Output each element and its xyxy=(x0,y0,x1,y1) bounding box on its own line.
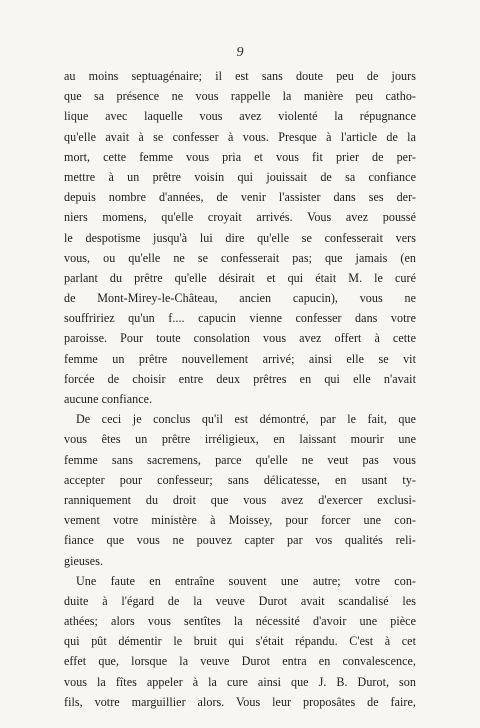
text-line: femme un prêtre nouvellement arrivé; ainsi elle se vit xyxy=(64,351,416,366)
text-line: parlant du prêtre qu'elle désirait et qui était M. le curé xyxy=(64,270,416,285)
text-line: De ceci je conclus qu'il est démontré, par le fait, que xyxy=(76,412,416,427)
page-number: 9 xyxy=(236,45,244,60)
text-line: femme sans sacremens, parce qu'elle ne veut pas vous xyxy=(64,452,416,467)
text-line: souffririez qu'un f.... capucin vienne confesser dans votre xyxy=(64,311,416,326)
text-line: ranniquement du droit que vous avez d'exercer exclusi- xyxy=(64,492,416,507)
text-line: Une faute en entraîne souvent une autre; votre con- xyxy=(76,573,416,588)
text-line: athées; alors vous sentîtes la nécessité d'avoir une pièce xyxy=(64,614,416,629)
text-line: effet que, lorsque la veuve Durot entra en convalescence, xyxy=(64,654,416,669)
text-line: duite à l'égard de la veuve Durot avait scandalisé les xyxy=(64,593,416,608)
text-line: forcée de choisir entre deux prêtres en qui elle n'avait xyxy=(64,371,416,386)
text-line: qu'elle avait à se confesser à vous. Presque à l'article de la xyxy=(64,129,416,144)
text-line: aucune confiance. xyxy=(64,392,153,406)
text-line: vement votre ministère à Moissey, pour forcer une con- xyxy=(64,513,416,528)
text-line: que sa présence ne vous rappelle la manière peu catho- xyxy=(64,89,416,104)
text-line: accepter pour confesseur; sans délicatesse, en usant ty- xyxy=(64,472,416,487)
text-line: vous la fîtes appeler à la cure ainsi que J. B. Durot, son xyxy=(64,674,416,689)
text-line: de Mont-Mirey-le-Château, ancien capucin), vous ne xyxy=(64,291,416,306)
text-line: vous êtes un prêtre irréligieux, en laissant mourir une xyxy=(64,432,416,447)
text-line: qui pût démentir le bruit qui s'était répandu. C'est à cet xyxy=(64,634,416,649)
text-line: depuis nombre d'années, de venir l'assister dans ses der- xyxy=(64,190,416,205)
text-line: gieuses. xyxy=(64,553,104,568)
text-line: vous, ou qu'elle ne se confesserait pas; que jamais (en xyxy=(64,250,416,265)
text-line: lique avec laquelle vous avez violenté la répugnance xyxy=(64,109,416,124)
text-line: mort, cette femme vous pria et vous fit prier de per- xyxy=(64,149,416,164)
body-text xyxy=(64,66,416,712)
text-line: fiance que vous ne pouvez capter par vos qualités reli- xyxy=(64,533,416,548)
text-line: niers momens, qu'elle croyait arrivés. Vous avez poussé xyxy=(64,210,416,225)
text-line: paroisse. Pour toute consolation vous avez offert à cette xyxy=(64,331,416,346)
text-line: fils, votre marguillier alors. Vous leur proposâtes de faire, xyxy=(64,694,416,709)
text-line: mettre à un prêtre voisin qui jouissait de sa confiance xyxy=(64,169,416,184)
text-line: le despotisme jusqu'à lui dire qu'elle se confesserait vers xyxy=(64,230,416,245)
text-line: au moins septuagénaire; il est sans doute peu de jours xyxy=(64,69,416,83)
